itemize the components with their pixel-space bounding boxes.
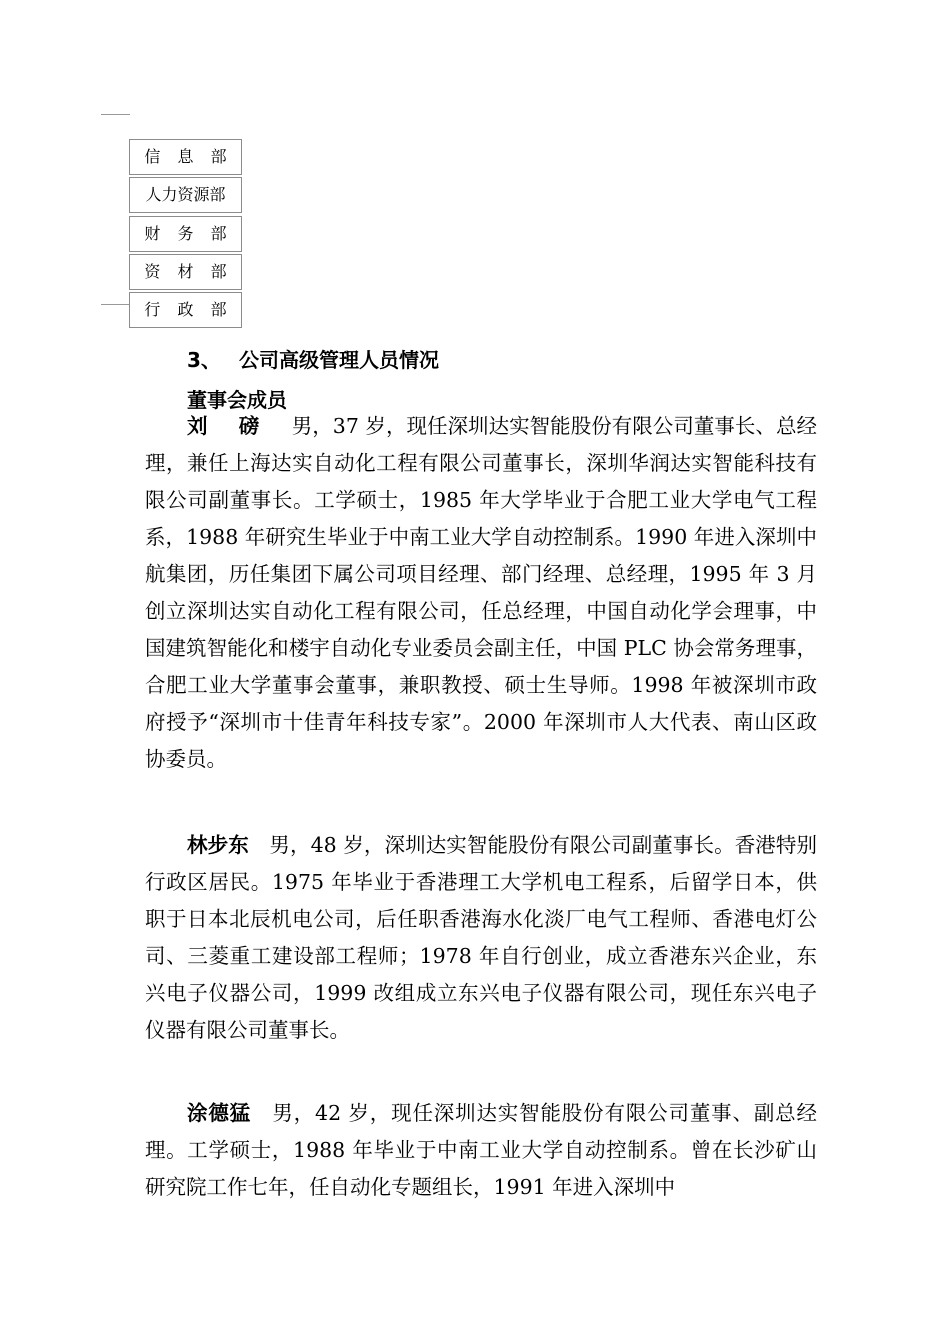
dept-box-hr: 人力资源部 bbox=[129, 177, 242, 213]
section-title: 公司高级管理人员情况 bbox=[239, 348, 439, 372]
member-name: 涂德猛 bbox=[187, 1101, 252, 1125]
member-bio: 男，48 岁，深圳达实智能股份有限公司副董事长。香港特别行政区居民。1975 年毕业于香港理工大学机电工程系，后留学日本，供职于日本北辰机电公司，后任职香港海水化淡厂电气工程师、香港电灯公司、三菱重工建设部工程师；1978 年自行创业，成立香港东兴企业，东兴电子仪器公司，1999 改组成立东兴电子仪器有限公司，现任东兴电子仪器有限公司董事长。 bbox=[145, 833, 818, 1042]
member-bio-paragraph bbox=[145, 827, 817, 1049]
member-bio-paragraph bbox=[145, 408, 817, 778]
board-heading: 董事会成员 bbox=[187, 388, 287, 412]
section-number: 3、 bbox=[187, 348, 221, 372]
org-chart-connector-top bbox=[101, 114, 130, 115]
dept-box-info: 信 息 部 bbox=[129, 139, 242, 175]
dept-box-materials: 资 材 部 bbox=[129, 254, 242, 290]
dept-box-finance: 财 务 部 bbox=[129, 216, 242, 252]
member-name: 林步东 bbox=[187, 833, 249, 857]
org-chart-connector-bottom bbox=[101, 304, 130, 305]
dept-box-admin: 行 政 部 bbox=[129, 292, 242, 328]
member-bio-paragraph bbox=[145, 1095, 817, 1206]
member-bio: 男，42 岁，现任深圳达实智能股份有限公司董事、副总经理。工学硕士，1988 年毕业于中南工业大学自动控制系。曾在长沙矿山研究院工作七年，任自动化专题组长，1991 年进入深圳中 bbox=[145, 1101, 818, 1199]
member-bio: 男，37 岁，现任深圳达实智能股份有限公司董事长、总经理，兼任上海达实自动化工程有限公司董事长，深圳华润达实智能科技有限公司副董事长。工学硕士，1985 年大学毕业于合肥工业大学电气工程系，1988 年研究生毕业于中南工业大学自动控制系。1990 年进入深圳中航集团，历任集团下属公司项目经理、部门经理、总经理，1995 年 3 月创立深圳达实自动化工程有限公司，任总经理，中国自动化学会理事，中国建筑智能化和楼宇自动化专业委员会副主任，中国 PLC 协会常务理事，合肥工业大学董事会董事，兼职教授、硕士生导师。1998 年被深圳市政府授予“深圳市十佳青年科技专家”。2000 年深圳市人大代表、南山区政协委员。 bbox=[145, 414, 817, 771]
member-name: 刘 磅 bbox=[187, 414, 272, 438]
